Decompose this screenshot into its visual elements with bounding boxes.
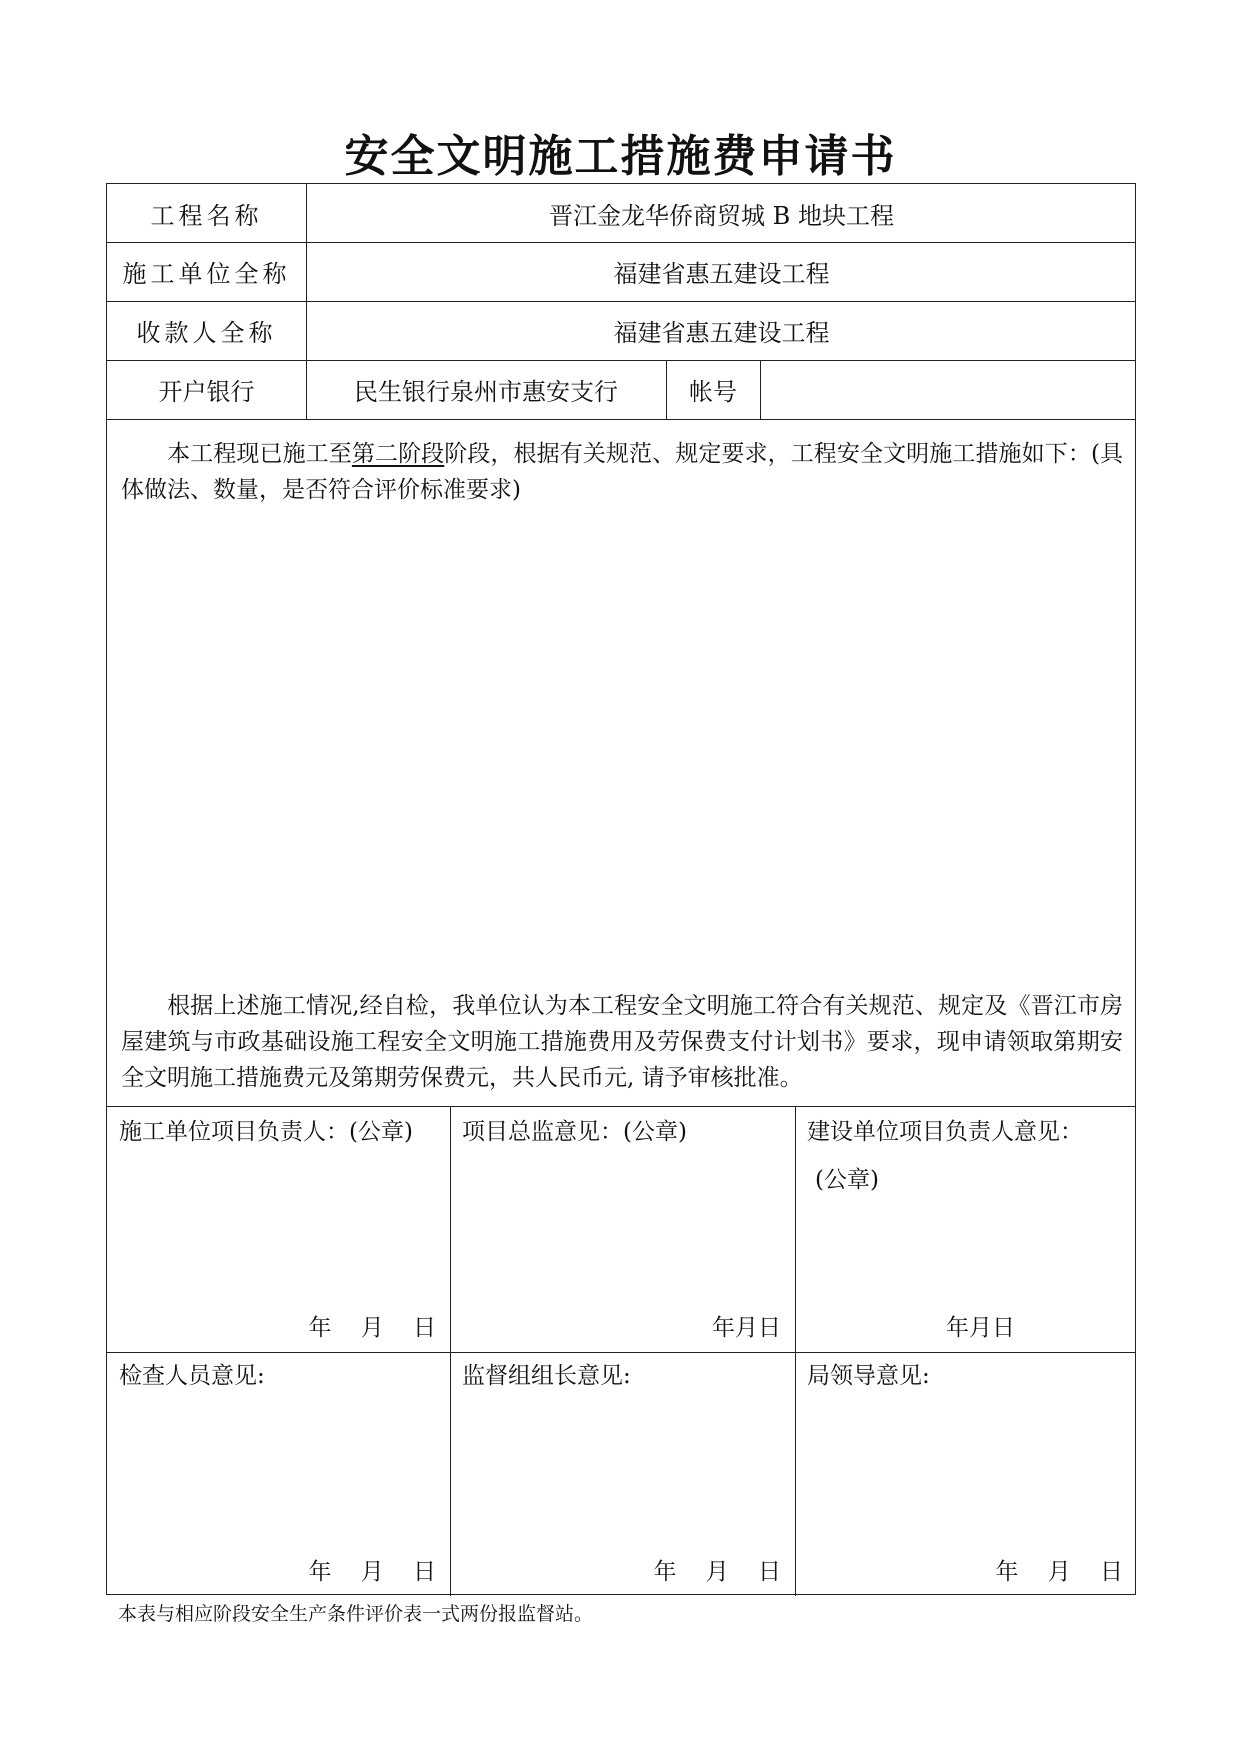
contractor-value: 福建省惠五建设工程: [613, 260, 830, 288]
conclusion-text: [107, 988, 1137, 1096]
conclusion-body: 根据上述施工情况,经自检，我单位认为本工程安全文明施工符合有关规范、规定及《晋江市房屋建筑与市政基础设施工程安全文明施工措施费用及劳保费支付计划书》要求，现申请领取第期安全文明施工措施费元及第期劳保费元，共人民币元, 请予审核批准。: [121, 993, 1123, 1091]
bank-value: 民生银行泉州市惠安支行: [354, 378, 618, 406]
page-title: 安全文明施工措施费申请书: [344, 131, 897, 182]
bureau-leader-date: 年 月 日: [995, 1559, 1123, 1585]
project-name-label: 工程名称: [150, 201, 263, 230]
contractor-signature-head: 施工单位项目负责人：(公章): [119, 1119, 413, 1145]
bureau-leader-head: 局领导意见:: [807, 1363, 930, 1389]
row-divider: [107, 419, 1135, 420]
group-leader-head: 监督组组长意见:: [462, 1363, 631, 1389]
account-value: [760, 360, 1137, 419]
account-label: 帐号: [689, 378, 737, 406]
contractor-signature-cell: [107, 1106, 450, 1352]
bank-label: 开户银行: [158, 378, 255, 406]
owner-signature-cell: [795, 1106, 1137, 1352]
bureau-leader-cell: [795, 1352, 1137, 1596]
footnote: 本表与相应阶段安全生产条件评价表一式两份报监督站。: [118, 1603, 594, 1625]
inspector-cell: [107, 1352, 450, 1596]
stage-underlined: 第二阶段: [351, 441, 445, 467]
payee-label: 收款人全称: [136, 319, 277, 347]
owner-signature-date: 年月日: [946, 1315, 1015, 1341]
owner-signature-seal: (公章): [815, 1167, 879, 1193]
contractor-signature-date: 年 月 日: [308, 1315, 436, 1341]
description-text: [107, 436, 1137, 508]
description-prefix: 本工程现已施工至: [167, 441, 352, 467]
group-leader-date: 年 月 日: [653, 1559, 781, 1585]
project-name-value: 晋江金龙华侨商贸城 B 地块工程: [549, 201, 894, 230]
group-leader-cell: [450, 1352, 795, 1596]
description-suffix: 阶段，根据有关规范、规定要求，工程安全文明施工措施如下：(具体做法、数量，是否符合评价标准要求): [121, 441, 1124, 503]
application-form: [106, 183, 1136, 1595]
contractor-label: 施工单位全称: [122, 260, 291, 288]
supervisor-signature-date: 年月日: [712, 1315, 781, 1341]
supervisor-signature-cell: [450, 1106, 795, 1352]
payee-value: 福建省惠五建设工程: [613, 319, 830, 347]
supervisor-signature-head: 项目总监意见：(公章): [462, 1119, 687, 1145]
inspector-date: 年 月 日: [308, 1559, 436, 1585]
inspector-head: 检查人员意见:: [119, 1363, 265, 1389]
owner-signature-head: 建设单位项目负责人意见：: [807, 1119, 1083, 1145]
